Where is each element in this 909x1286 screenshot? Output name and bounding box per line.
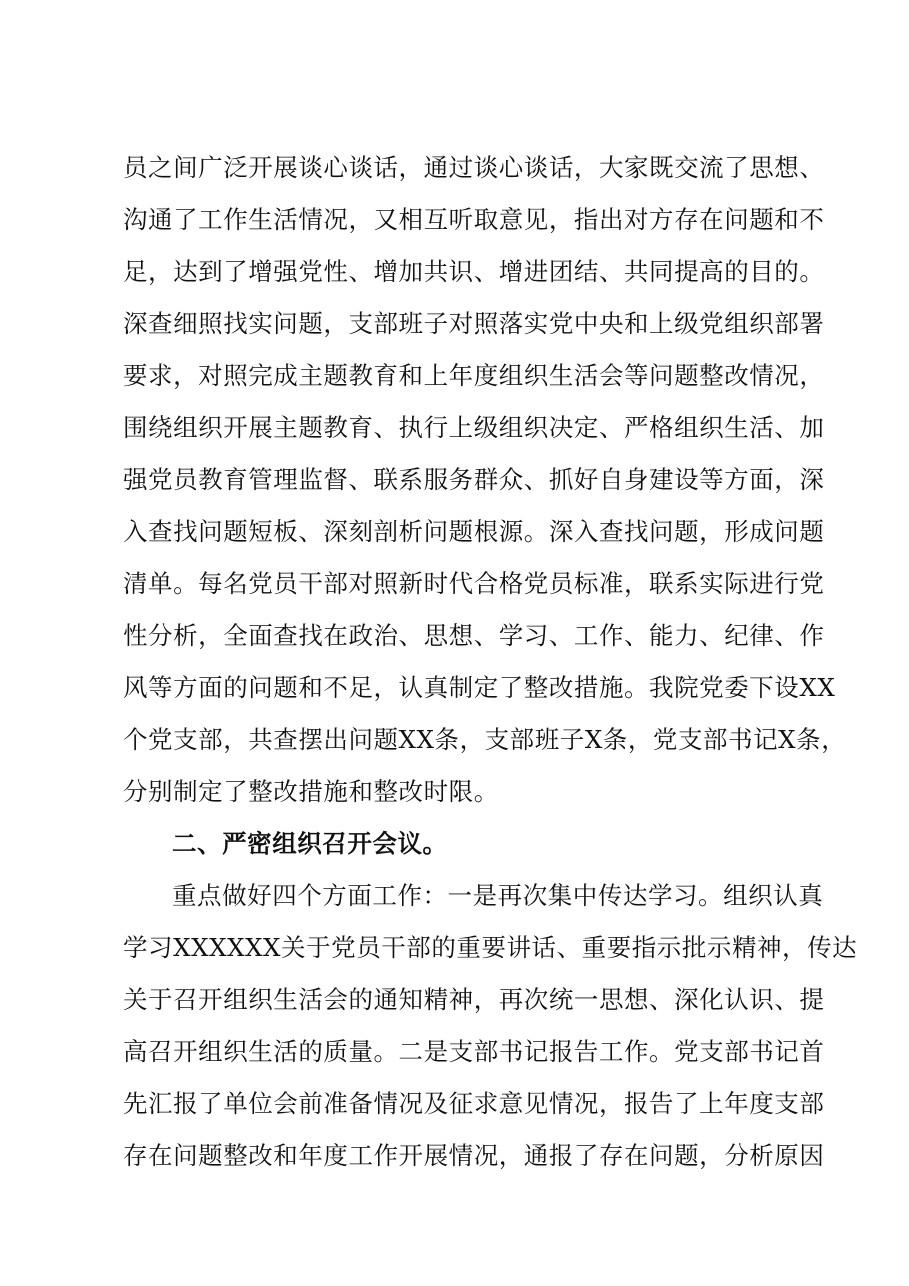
paragraph-line: 分别制定了整改措施和整改时限。 bbox=[123, 777, 499, 806]
paragraph-line: 高召开组织生活的质量。二是支部书记报告工作。党支部书记首 bbox=[123, 1037, 825, 1066]
paragraph-line: 学习XXXXXX关于党员干部的重要讲话、重要指示批示精神，传达 bbox=[123, 933, 858, 962]
paragraph-line: 沟通了工作生活情况，又相互听取意见，指出对方存在问题和不 bbox=[123, 205, 825, 234]
paragraph-line: 入查找问题短板、深刻剖析问题根源。深入查找问题，形成问题 bbox=[123, 517, 825, 546]
paragraph-line: 强党员教育管理监督、联系服务群众、抓好自身建设等方面，深 bbox=[123, 465, 825, 494]
paragraph-line: 存在问题整改和年度工作开展情况，通报了存在问题，分析原因 bbox=[123, 1141, 825, 1170]
paragraph-line: 清单。每名党员干部对照新时代合格党员标准，联系实际进行党 bbox=[123, 569, 825, 598]
paragraph-line: 关于召开组织生活会的通知精神，再次统一思想、深化认识、提 bbox=[123, 985, 825, 1014]
paragraph-line: 风等方面的问题和不足，认真制定了整改措施。我院党委下设XX bbox=[123, 673, 836, 702]
paragraph-line: 深查细照找实问题，支部班子对照落实党中央和上级党组织部署 bbox=[123, 309, 825, 338]
section-heading: 二、严密组织召开会议。 bbox=[172, 829, 448, 858]
paragraph-line: 围绕组织开展主题教育、执行上级组织决定、严格组织生活、加 bbox=[123, 413, 825, 442]
paragraph-line: 足，达到了增强党性、增加共识、增进团结、共同提高的目的。 bbox=[123, 257, 825, 286]
paragraph-line: 个党支部，共查摆出问题XX条，支部班子X条，党支部书记X条， bbox=[123, 725, 847, 754]
paragraph-line: 重点做好四个方面工作：一是再次集中传达学习。组织认真 bbox=[172, 881, 824, 910]
paragraph-line: 先汇报了单位会前准备情况及征求意见情况，报告了上年度支部 bbox=[123, 1089, 825, 1118]
paragraph-line: 员之间广泛开展谈心谈话，通过谈心谈话，大家既交流了思想、 bbox=[123, 153, 825, 182]
paragraph-line: 性分析，全面查找在政治、思想、学习、工作、能力、纪律、作 bbox=[123, 621, 825, 650]
paragraph-line: 要求，对照完成主题教育和上年度组织生活会等问题整改情况， bbox=[123, 361, 825, 390]
